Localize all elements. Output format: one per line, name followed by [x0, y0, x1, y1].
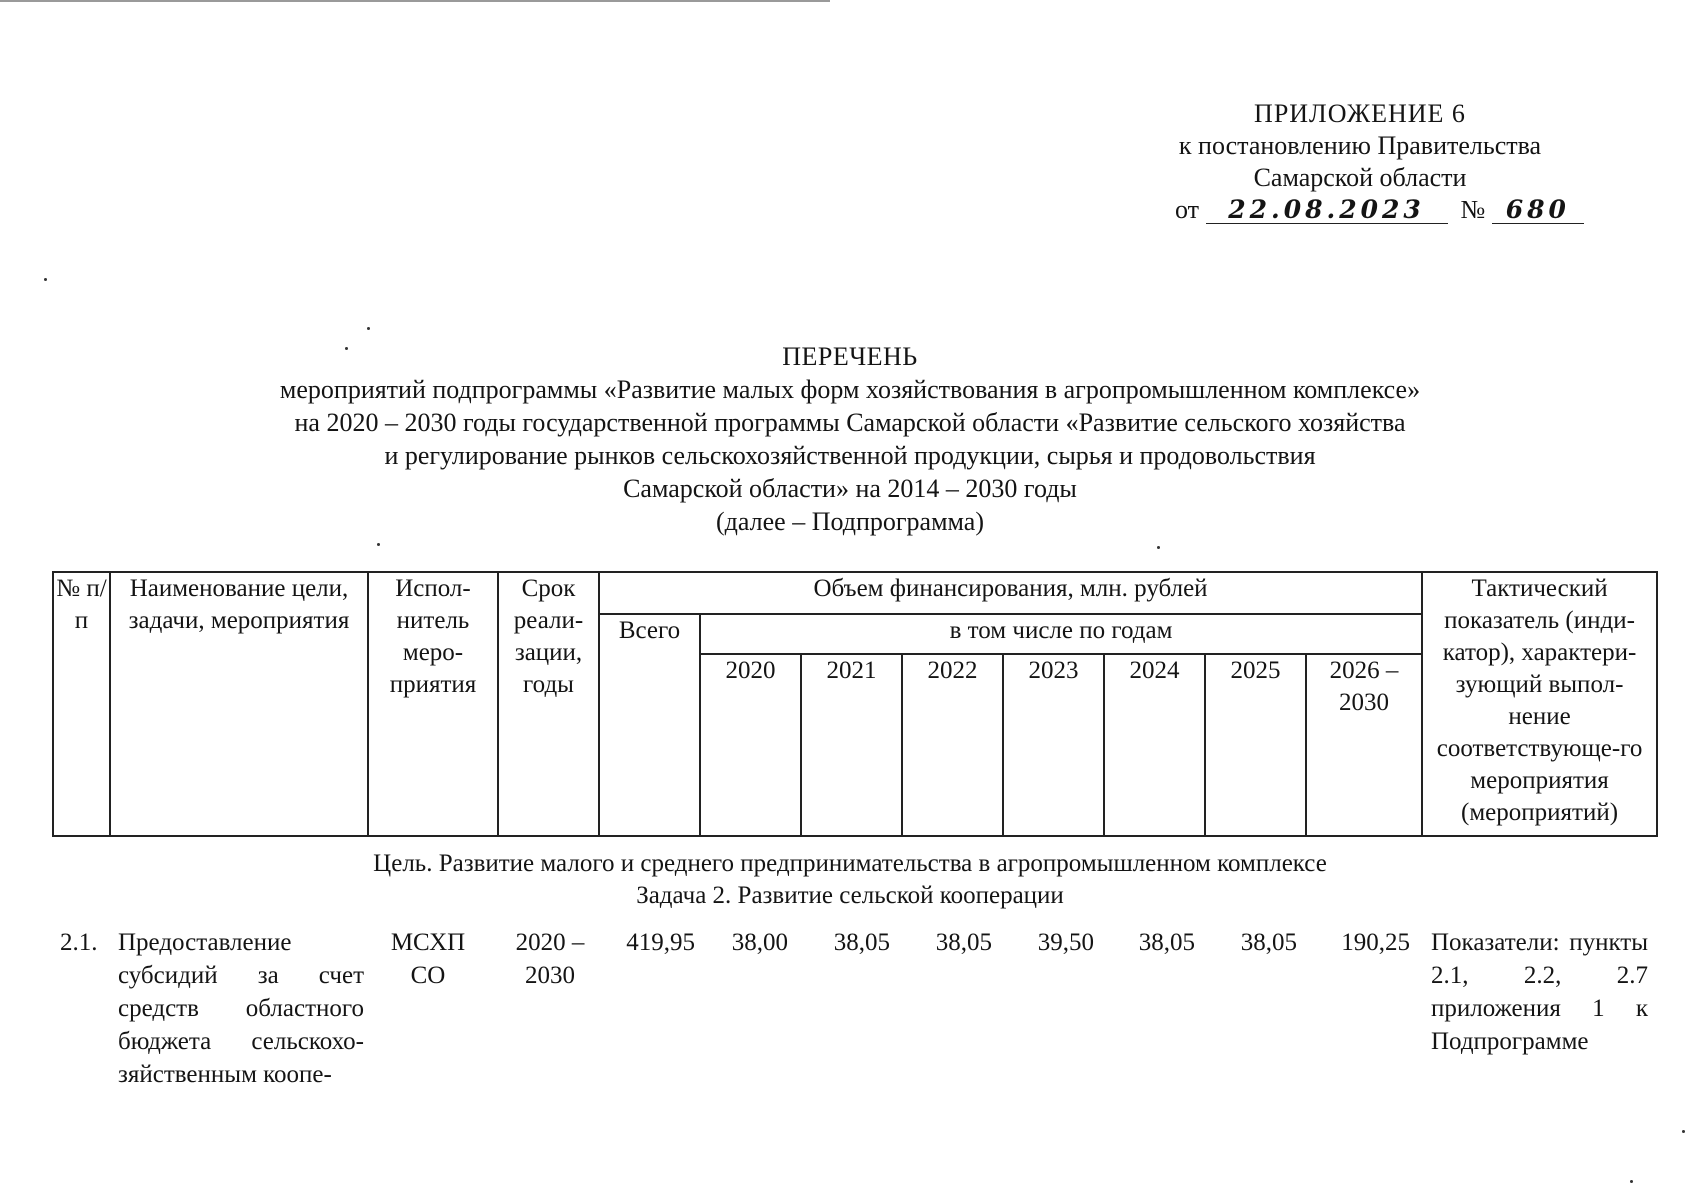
date-prefix: от [1175, 195, 1200, 224]
handwritten-date: 22.08.2023 [1206, 197, 1448, 224]
measures-table-header [52, 571, 1658, 837]
col-name-header: Наименование цели, задачи, мероприятия [110, 572, 368, 836]
row-measure-name: Предоставление субсидий за счет средств областного бюджета сельскохо-зяйственным коопе- [118, 929, 364, 1088]
row-indicator: Показатели: пункты 2.1, 2.2, 2.7 приложения 1 к Подпрограмме [1431, 929, 1648, 1055]
heading-line: Самарской области» на 2014 – 2030 годы [623, 474, 1077, 503]
row-period: 2020 – 2030 [515, 929, 585, 989]
heading-line: и регулирование рынков сельскохозяйственной продукции, сырья и продовольствия [384, 441, 1316, 470]
year-header: 2025 [1205, 654, 1306, 836]
appendix-line: к постановлению Правительства [1178, 131, 1542, 160]
col-executor-header: Испол-нитель меро-приятия [368, 572, 498, 836]
appendix-block [1120, 98, 1600, 226]
heading-line: мероприятий подпрограммы «Развитие малых форм хозяйствования в агропромышленном комплексе» [279, 375, 1421, 404]
col-indicator-header: Тактический показатель (инди-катор), характери-зующий выпол-нение соответствующе-го мероприятия (мероприятий) [1422, 572, 1657, 836]
task-text: Задача 2. Развитие сельской кооперации [636, 882, 1064, 909]
scan-speck [377, 543, 380, 546]
appendix-title: ПРИЛОЖЕНИЕ 6 [1254, 99, 1466, 128]
year-header: 2026 – 2030 [1306, 654, 1422, 836]
goal-block [0, 848, 1700, 912]
row-value-2023: 39,50 [1037, 929, 1094, 956]
row-total: 419,95 [626, 929, 695, 956]
scan-speck [367, 327, 370, 330]
appendix-line: Самарской области [1253, 163, 1467, 192]
col-by-years-header: в том числе по годам [700, 614, 1422, 654]
scan-speck [44, 278, 47, 281]
top-scan-border [0, 0, 830, 2]
year-header: 2023 [1003, 654, 1104, 836]
year-header: 2024 [1104, 654, 1205, 836]
row-executor: МСХП СО [390, 929, 466, 989]
col-period-header: Срок реали-зации, годы [498, 572, 599, 836]
document-heading [150, 340, 1550, 538]
col-total-header: Всего [599, 614, 700, 836]
heading-line: (далее – Подпрограмма) [715, 507, 984, 536]
number-prefix: № [1460, 195, 1486, 224]
heading-line: на 2020 – 2030 годы государственной программы Самарской области «Развитие сельского хозяйства [294, 408, 1406, 437]
handwritten-number: 680 [1492, 197, 1584, 224]
appendix-date-line [1120, 194, 1600, 226]
row-number: 2.1. [60, 929, 98, 956]
document-title: ПЕРЕЧЕНЬ [782, 342, 918, 371]
row-value-2021: 38,05 [833, 929, 890, 956]
scan-speck [1157, 546, 1160, 549]
goal-text: Цель. Развитие малого и среднего предпринимательства в агропромышленном комплексе [373, 850, 1327, 877]
row-value-2025: 38,05 [1240, 929, 1297, 956]
year-header: 2020 [700, 654, 801, 836]
row-value-2022: 38,05 [935, 929, 992, 956]
row-value-2024: 38,05 [1138, 929, 1195, 956]
scan-speck [1630, 1180, 1633, 1183]
year-header: 2022 [902, 654, 1003, 836]
row-value-2020: 38,00 [731, 929, 788, 956]
year-header: 2021 [801, 654, 902, 836]
col-financing-header: Объем финансирования, млн. рублей [599, 572, 1422, 614]
row-value-2026-2030: 190,25 [1341, 929, 1410, 956]
col-number-header: № п/п [53, 572, 110, 836]
scan-speck [1682, 1130, 1685, 1133]
